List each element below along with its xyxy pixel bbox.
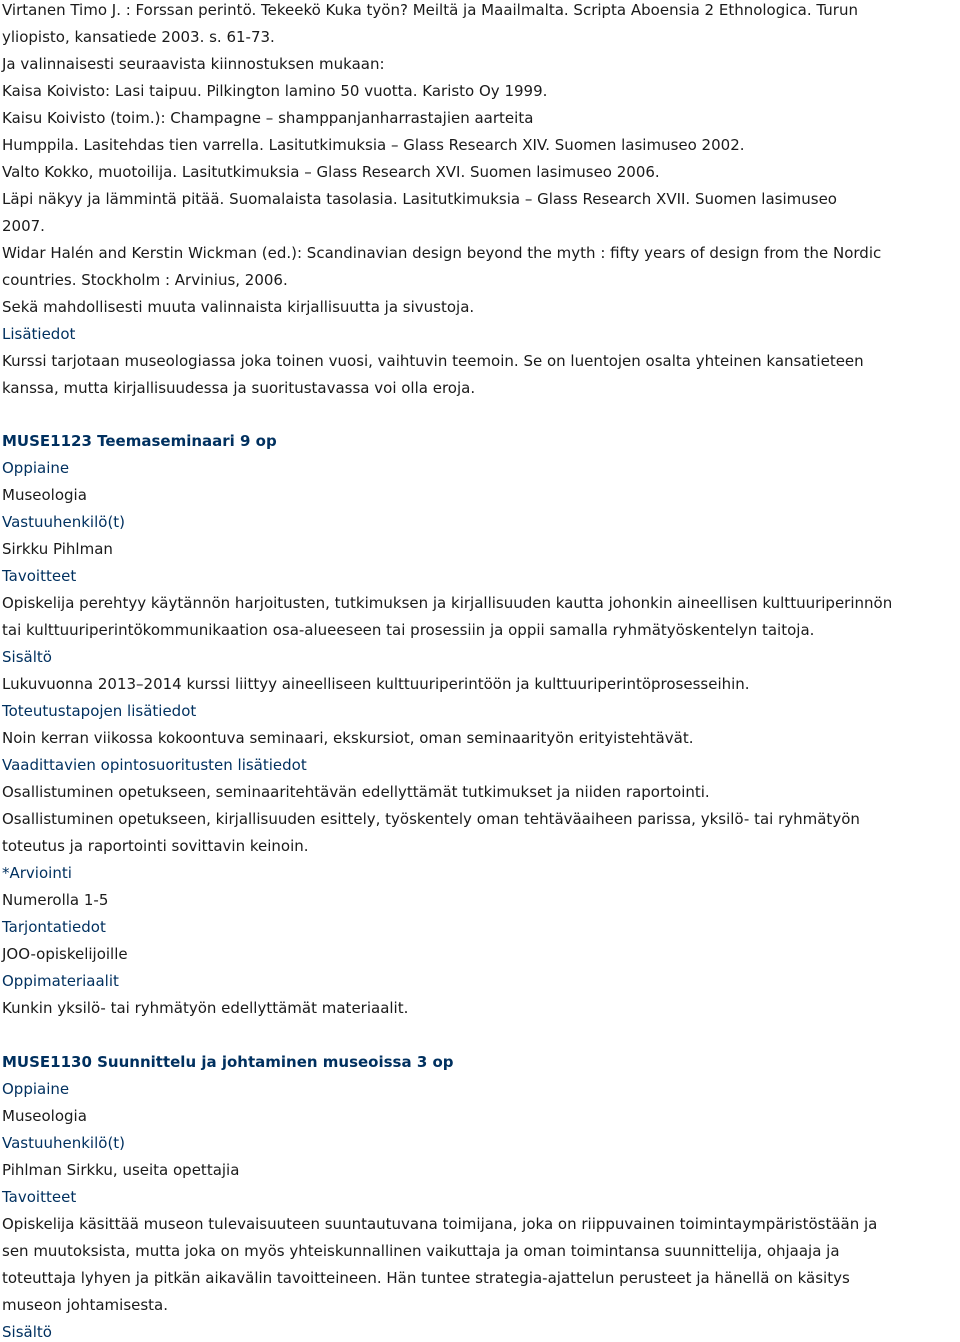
section-heading: Sisältö — [2, 648, 52, 666]
body-text-line: Valto Kokko, muotoilija. Lasitutkimuksia – Glass Research XVI. Suomen lasimuseo 2006. — [2, 163, 660, 181]
section-heading: *Arviointi — [2, 864, 72, 882]
body-text-line: Sekä mahdollisesti muuta valinnaista kirjallisuutta ja sivustoja. — [2, 298, 475, 316]
section-heading: Tavoitteet — [2, 567, 77, 585]
course-title: MUSE1123 Teemaseminaari 9 op — [2, 432, 277, 450]
body-text-line: Opiskelija käsittää museon tulevaisuuteen suuntautuvana toimijana, joka on riippuvainen toimintaympäristöstään ja — [2, 1215, 878, 1233]
section-heading: Tavoitteet — [2, 1188, 77, 1206]
body-text-line: museon johtamisesta. — [2, 1296, 169, 1314]
body-text-line: Osallistuminen opetukseen, kirjallisuuden esittely, työskentely oman tehtäväaiheen parissa, yksilö- tai ryhmätyön — [2, 810, 860, 828]
section-heading: Oppiaine — [2, 459, 70, 477]
section-heading: Toteutustapojen lisätiedot — [2, 702, 197, 720]
section-heading: Tarjontatiedot — [2, 918, 106, 936]
body-text-line: Widar Halén and Kerstin Wickman (ed.): Scandinavian design beyond the myth : fifty years of design from the Nordic — [2, 244, 882, 262]
body-text-line: JOO-opiskelijoille — [2, 945, 128, 963]
body-text-line: Noin kerran viikossa kokoontuva seminaari, ekskursiot, oman seminaarityön erityistehtävät. — [2, 729, 694, 747]
body-text-line: toteuttaja lyhyen ja pitkän aikavälin tavoitteineen. Hän tuntee strategia-ajattelun perusteet ja hänellä on käsitys — [2, 1269, 850, 1287]
body-text-line: tai kulttuuriperintökommunikaation osa-alueeseen tai prosessiin ja oppii samalla ryhmätyöskentelyn taitoja. — [2, 621, 815, 639]
body-text-line: Kunkin yksilö- tai ryhmätyön edellyttämät materiaalit. — [2, 999, 409, 1017]
body-text-line: kanssa, mutta kirjallisuudessa ja suoritustavassa voi olla eroja. — [2, 379, 476, 397]
body-text-line: yliopisto, kansatiede 2003. s. 61-73. — [2, 28, 275, 46]
body-text-line: Virtanen Timo J. : Forssan perintö. Tekeekö Kuka työn? Meiltä ja Maailmalta. Scripta Aboensia 2 Ethnologica. Turun — [2, 1, 858, 19]
body-text-line: Museologia — [2, 486, 87, 504]
body-text-line: 2007. — [2, 217, 45, 235]
body-text-line: countries. Stockholm : Arvinius, 2006. — [2, 271, 288, 289]
body-text-line: Kaisa Koivisto: Lasi taipuu. Pilkington lamino 50 vuotta. Karisto Oy 1999. — [2, 82, 548, 100]
section-heading: Sisältö — [2, 1323, 52, 1341]
body-text-line: Opiskelija perehtyy käytännön harjoitusten, tutkimuksen ja kirjallisuuden kautta johonkin aineellisen kulttuuriperinnön — [2, 594, 893, 612]
section-heading: Lisätiedot — [2, 325, 76, 343]
body-text-line: Ja valinnaisesti seuraavista kiinnostuksen mukaan: — [2, 55, 385, 73]
body-text-line: Humppila. Lasitehdas tien varrella. Lasitutkimuksia – Glass Research XIV. Suomen lasimuseo 2002. — [2, 136, 745, 154]
body-text-line: Osallistuminen opetukseen, seminaaritehtävän edellyttämät tutkimukset ja niiden raportointi. — [2, 783, 710, 801]
section-heading: Oppimateriaalit — [2, 972, 119, 990]
body-text-line: sen muutoksista, mutta joka on myös yhteiskunnallinen vaikuttaja ja oman toimintansa suunnittelija, ohjaaja ja — [2, 1242, 840, 1260]
course-title: MUSE1130 Suunnittelu ja johtaminen museoissa 3 op — [2, 1053, 454, 1071]
section-heading: Vaadittavien opintosuoritusten lisätiedot — [2, 756, 307, 774]
body-text-line: Kaisu Koivisto (toim.): Champagne – shamppanjanharrastajien aarteita — [2, 109, 534, 127]
body-text-line: Sirkku Pihlman — [2, 540, 113, 558]
section-heading: Vastuuhenkilö(t) — [2, 1134, 126, 1152]
body-text-line: Lukuvuonna 2013–2014 kurssi liittyy aineelliseen kulttuuriperintöön ja kulttuuriperintöprosesseihin. — [2, 675, 750, 693]
body-text-line: Pihlman Sirkku, useita opettajia — [2, 1161, 240, 1179]
body-text-line: Läpi näkyy ja lämmintä pitää. Suomalaista tasolasia. Lasitutkimuksia – Glass Research XVII. Suomen lasimuseo — [2, 190, 837, 208]
body-text-line: Numerolla 1-5 — [2, 891, 109, 909]
body-text-line: Museologia — [2, 1107, 87, 1125]
section-heading: Vastuuhenkilö(t) — [2, 513, 126, 531]
body-text-line: Kurssi tarjotaan museologiassa joka toinen vuosi, vaihtuvin teemoin. Se on luentojen osalta yhteinen kansatieteen — [2, 352, 864, 370]
body-text-line: toteutus ja raportointi sovittavin keinoin. — [2, 837, 309, 855]
section-heading: Oppiaine — [2, 1080, 70, 1098]
